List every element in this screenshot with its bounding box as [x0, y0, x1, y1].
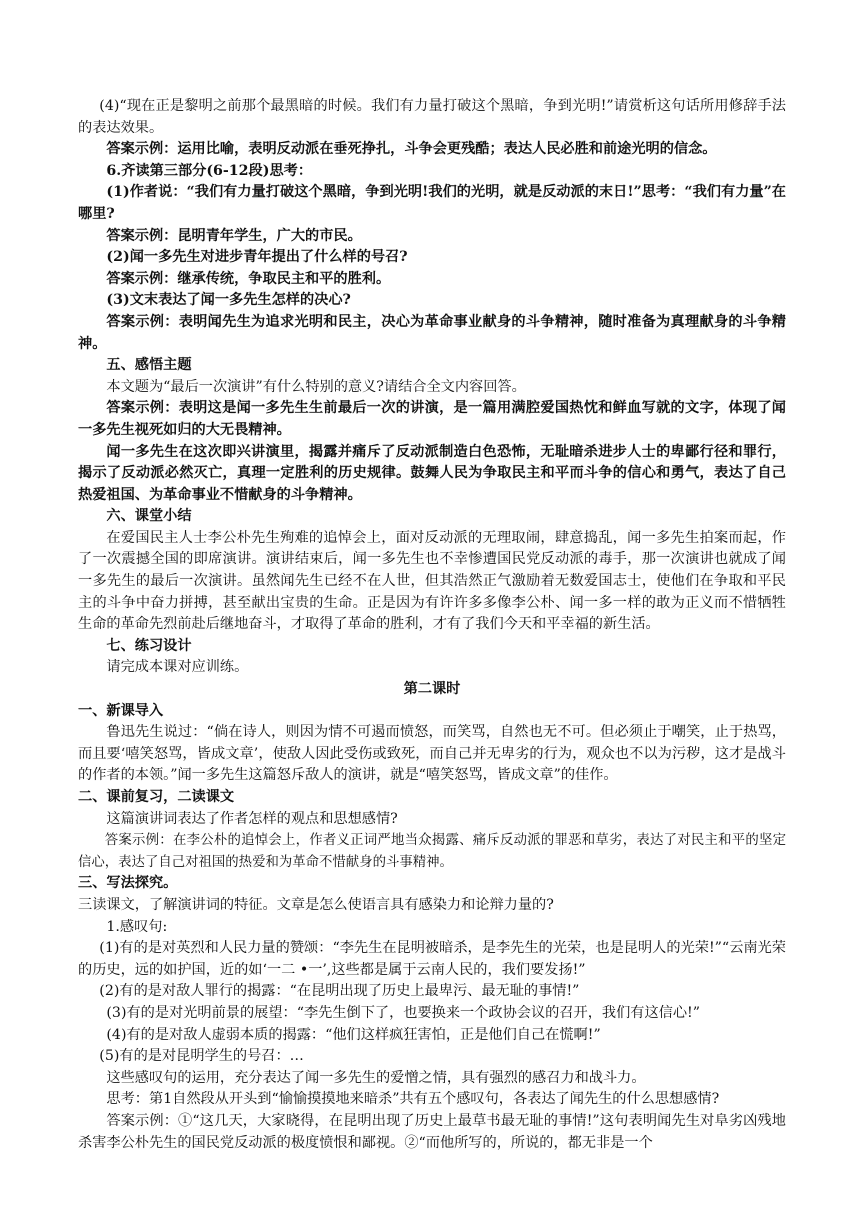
- text-paragraph: 第二课时: [403, 681, 461, 698]
- text-paragraph: 6.齐读第三部分(6-12段)思考：: [106, 162, 313, 179]
- text-paragraph: (5)有的是对昆明学生的号召：…: [99, 1048, 304, 1065]
- text-paragraph: 闻一多先生在这次即兴讲演里，揭露并痛斥了反动派制造白色恐怖，无耻暗杀进步人士的卑鄙行径和罪行，揭示了反动派必然灭亡，真理一定胜利的历史规律。鼓舞人民为争取民主和平而斗争的信心和勇气，表达了自己热爱祖国、为革命事业不惜献身的斗争精神。: [78, 443, 786, 503]
- text-paragraph: 鲁迅先生说过：“倘在诗人，则因为情不可遏而愤怒，而笑骂，自然也无不可。但必须止于嘲笑，止于热骂，而且要‘嘻笑怒骂，皆成文章’，使敌人因此受伤或致死，而自己并无卑劣的行为，观众也不以为污秽，这才是战斗的作者的本领。”闻一多先生这篇怒斥敌人的演讲，就是“嘻笑怒骂，皆成文章”的佳作。: [78, 724, 786, 784]
- text-paragraph: 答案示例：继承传统，争取民主和平的胜利。: [106, 270, 391, 287]
- text-paragraph: (2)闻一多先生对进步青年提出了什么样的号召?: [106, 249, 408, 266]
- text-paragraph: 六、课堂小结: [106, 508, 192, 525]
- text-paragraph: 答案示例：表明这是闻一多先生生前最后一次的讲演，是一篇用满腔爱国热忱和鲜血写就的文字，体现了闻一多先生视死如归的大无畏精神。: [78, 400, 786, 438]
- text-paragraph: (3)文末表达了闻一多先生怎样的决心?: [106, 292, 351, 309]
- text-paragraph: 三读课文，了解演讲词的特征。文章是怎么使语言具有感染力和论辩力量的?: [78, 896, 554, 913]
- text-paragraph: 请完成本课对应训练。: [106, 659, 249, 676]
- text-paragraph: 答案示例：①“这几天，大家晓得，在昆明出现了历史上最草书最无耻的事情!”这句表明闻先生对阜劣凶残地杀害李公朴先生的国民党反动派的极度愤恨和鄙视。②“而他所写的，所说的，都无非是一个: [78, 1112, 786, 1151]
- text-paragraph: (4)“现在正是黎明之前那个最黑暗的时候。我们有力量打破这个黑暗，争到光明!”请赏析这句话所用修辞手法的表达效果。: [78, 98, 786, 136]
- text-paragraph: (1)有的是对英烈和人民力量的赞颂：“李先生在昆明被暗杀，是李先生的光荣，也是昆明人的光荣!”“云南光荣的历史，远的如护国，近的如‘一二 •一’,这些都是属于云南人民的，我们要发扬!”: [78, 940, 786, 978]
- text-paragraph: 答案示例：运用比喻，表明反动派在垂死挣扎，斗争会更残酷；表达人民必胜和前途光明的信念。: [106, 141, 717, 158]
- text-paragraph: 答案示例：在李公朴的追悼会上，作者义正词严地当众揭露、痛斥反动派的罪恶和草劣，表达了对民主和平的坚定信心，表达了自己对祖国的热爱和为革命不惜献身的斗事精神。: [78, 833, 786, 870]
- text-paragraph: 在爱国民主人士李公朴先生殉难的追悼会上，面对反动派的无理取闹，肆意捣乱，闻一多先生拍案而起，作了一次震撼全国的即席演讲。演讲结束后，闻一多先生也不幸惨遭国民党反动派的毒手，那一次演讲也就成了闻一多先生的最后一次演讲。虽然闻先生已经不在人世，但其浩然正气激励着无数爱国志士，使他们在争取和平民主的斗争中奋力拼搏，甚至献出宝贵的生命。正是因为有许许多多像李公朴、闻一多一样的敢为正义而不惜牺牲生命的革命先烈前赴后继地奋斗，才取得了革命的胜利，才有了我们今天和平幸福的新生活。: [78, 529, 786, 633]
- text-paragraph: 本文题为“最后一次演讲”有什么特别的意义?请结合全文内容回答。: [106, 378, 526, 395]
- text-paragraph: 七、练习设计: [106, 637, 192, 654]
- text-paragraph: 这些感叹句的运用，充分表达了闻一多先生的爱憎之情，具有强烈的感召力和战斗力。: [106, 1069, 646, 1086]
- text-paragraph: 答案示例：昆明青年学生，广大的市民。: [106, 227, 362, 244]
- text-paragraph: 三、写法探究。: [78, 875, 178, 892]
- text-paragraph: 1.感叹句:: [106, 918, 168, 935]
- text-paragraph: 二、课前复习，二读课文: [78, 789, 235, 805]
- text-paragraph: (4)有的是对敌人虚弱本质的揭露：“他们这样疯狂害怕，正是他们自己在慌啊!”: [106, 1026, 601, 1043]
- text-paragraph: 思考：第1自然段从开头到“愉愉摸摸地来暗杀”共有五个感叹句，各表达了闻先生的什么思想感情?: [106, 1091, 720, 1108]
- text-paragraph: 一、新课导入: [78, 702, 164, 719]
- text-paragraph: (1)作者说：“我们有力量打破这个黑暗，争到光明!我们的光明，就是反动派的末日!”思考：“我们有力量”在哪里?: [78, 184, 786, 222]
- text-paragraph: (3)有的是对光明前景的展望：“李先生倒下了，也要换来一个政协会议的召开，我们有这信心!”: [106, 1004, 701, 1021]
- text-paragraph: 这篇演讲词表达了作者怎样的观点和思想感情?: [106, 810, 398, 827]
- text-paragraph: (2)有的是对敌人罪行的揭露：“在昆明出现了历史上最卑污、最无耻的事情!”: [99, 983, 580, 1000]
- text-paragraph: 五、感悟主题: [106, 357, 192, 374]
- text-paragraph: 答案示例：表明闻先生为追求光明和民主，决心为革命事业献身的斗争精神，随时准备为真理献身的斗争精神。: [78, 313, 786, 352]
